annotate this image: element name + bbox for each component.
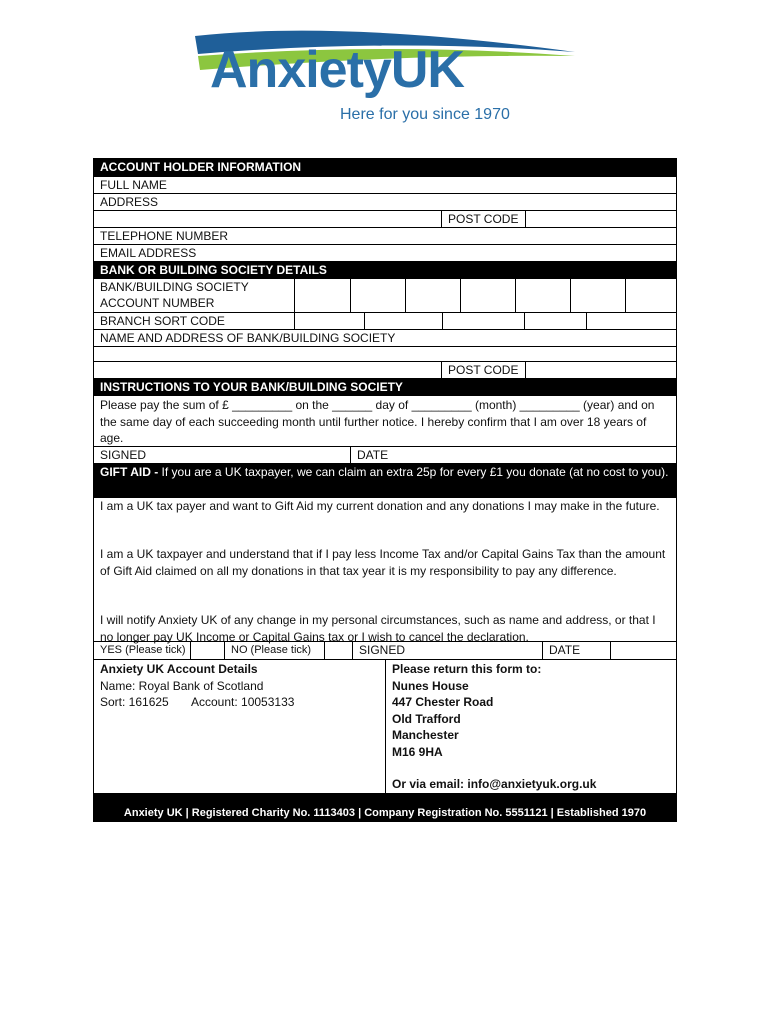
anxiety-uk-logo (190, 24, 580, 132)
details-divider (385, 660, 386, 793)
gift-aid-date-label: DATE (542, 642, 610, 659)
bank-name-address-field[interactable]: NAME AND ADDRESS OF BANK/BUILDING SOCIETY (94, 330, 676, 347)
gift-aid-para-2: I am a UK taxpayer and understand that if I pay less Income Tax and/or Capital Gains Tax than the amount of Gift Aid claimed on all my donations in that tax year it is my responsibility to pay any difference. (100, 547, 666, 578)
account-digit-box[interactable] (460, 279, 515, 312)
direct-debit-form (93, 158, 677, 822)
return-line-4: Manchester (392, 728, 459, 742)
post-code-input[interactable] (525, 211, 676, 227)
gift-aid-date-input[interactable] (610, 642, 676, 659)
yes-tick-label: YES (Please tick) (100, 644, 186, 656)
email-field[interactable]: EMAIL ADDRESS (94, 245, 676, 262)
return-title: Please return this form to: (392, 662, 542, 676)
full-name-field[interactable]: FULL NAME (94, 177, 676, 194)
account-number-row[interactable] (94, 279, 676, 313)
address-field[interactable]: ADDRESS (94, 194, 676, 211)
instructions-block (94, 396, 676, 447)
bank-label: BANK/BUILDING SOCIETY (100, 280, 249, 294)
yes-tick-box[interactable] (190, 642, 224, 659)
return-email[interactable]: Or via email: info@anxietyuk.org.uk (392, 777, 597, 791)
telephone-field[interactable]: TELEPHONE NUMBER (94, 228, 676, 245)
details-account: Account: 10053133 (191, 695, 295, 709)
no-tick-box[interactable] (324, 642, 352, 659)
logo-brand: AnxietyUK (210, 41, 464, 99)
sort-code-box[interactable] (524, 313, 586, 329)
account-digit-box[interactable] (625, 279, 676, 312)
account-digit-box[interactable] (350, 279, 405, 312)
account-digit-box[interactable] (294, 279, 350, 312)
instructions-header: INSTRUCTIONS TO YOUR BANK/BUILDING SOCIETY (94, 379, 676, 396)
sort-code-box[interactable] (364, 313, 442, 329)
account-digit-box[interactable] (515, 279, 570, 312)
account-digit-box[interactable] (405, 279, 460, 312)
gift-aid-para-1: I am a UK tax payer and want to Gift Aid my current donation and any donations I may make in the future. (100, 499, 660, 513)
account-digit-box[interactable] (570, 279, 625, 312)
bank-address-line[interactable] (94, 347, 676, 362)
instructions-text: Please pay the sum of £ _________ on the ______ day of _________ (month) _________ (year) and on the same day of each succeeding month until further notice. I hereby confirm that I am over 18 years of age. (100, 398, 655, 445)
footer-bar: Anxiety UK | Registered Charity No. 1113403 | Company Registration No. 5551121 | Established 1970 (94, 793, 676, 821)
instructions-sign-row[interactable] (94, 447, 676, 464)
sort-code-box[interactable] (586, 313, 676, 329)
date-field[interactable]: DATE (350, 447, 676, 463)
gift-aid-signed[interactable]: SIGNED (352, 642, 542, 659)
gift-aid-header: GIFT AID - If you are a UK taxpayer, we can claim an extra 25p for every £1 you donate (at no cost to you). (94, 464, 676, 498)
bank-post-code-input[interactable] (525, 362, 676, 378)
logo-tagline: Here for you since 1970 (340, 106, 510, 123)
gift-aid-para-3: I will notify Anxiety UK of any change in my personal circumstances, such as name and address, or that I no longer pay UK Income or Capital Gains tax or I wish to cancel the declaration. (100, 613, 656, 644)
bank-header: BANK OR BUILDING SOCIETY DETAILS (94, 262, 676, 279)
details-sort: Sort: 161625 (100, 695, 169, 709)
signed-label: SIGNED (100, 448, 147, 462)
bank-postcode-row[interactable] (94, 362, 676, 379)
account-number-label: ACCOUNT NUMBER (100, 296, 215, 310)
return-line-1: Nunes House (392, 679, 469, 693)
return-line-5: M16 9HA (392, 745, 443, 759)
gift-aid-declaration (94, 498, 676, 642)
return-line-3: Old Trafford (392, 712, 461, 726)
sort-code-row[interactable]: BRANCH SORT CODE (94, 313, 676, 330)
details-bank-name: Name: Royal Bank of Scotland (100, 679, 264, 693)
account-header: ACCOUNT HOLDER INFORMATION (94, 159, 676, 177)
address-postcode-row[interactable] (94, 211, 676, 228)
post-code-label: POST CODE (441, 211, 525, 227)
sort-code-box[interactable] (294, 313, 364, 329)
sort-code-box[interactable] (442, 313, 524, 329)
details-block (94, 660, 676, 793)
return-line-2: 447 Chester Road (392, 695, 494, 709)
details-title: Anxiety UK Account Details (100, 662, 258, 676)
gift-aid-tick-row[interactable] (94, 642, 676, 660)
no-tick-label: NO (Please tick) (224, 642, 324, 659)
bank-post-code-label: POST CODE (441, 362, 525, 378)
